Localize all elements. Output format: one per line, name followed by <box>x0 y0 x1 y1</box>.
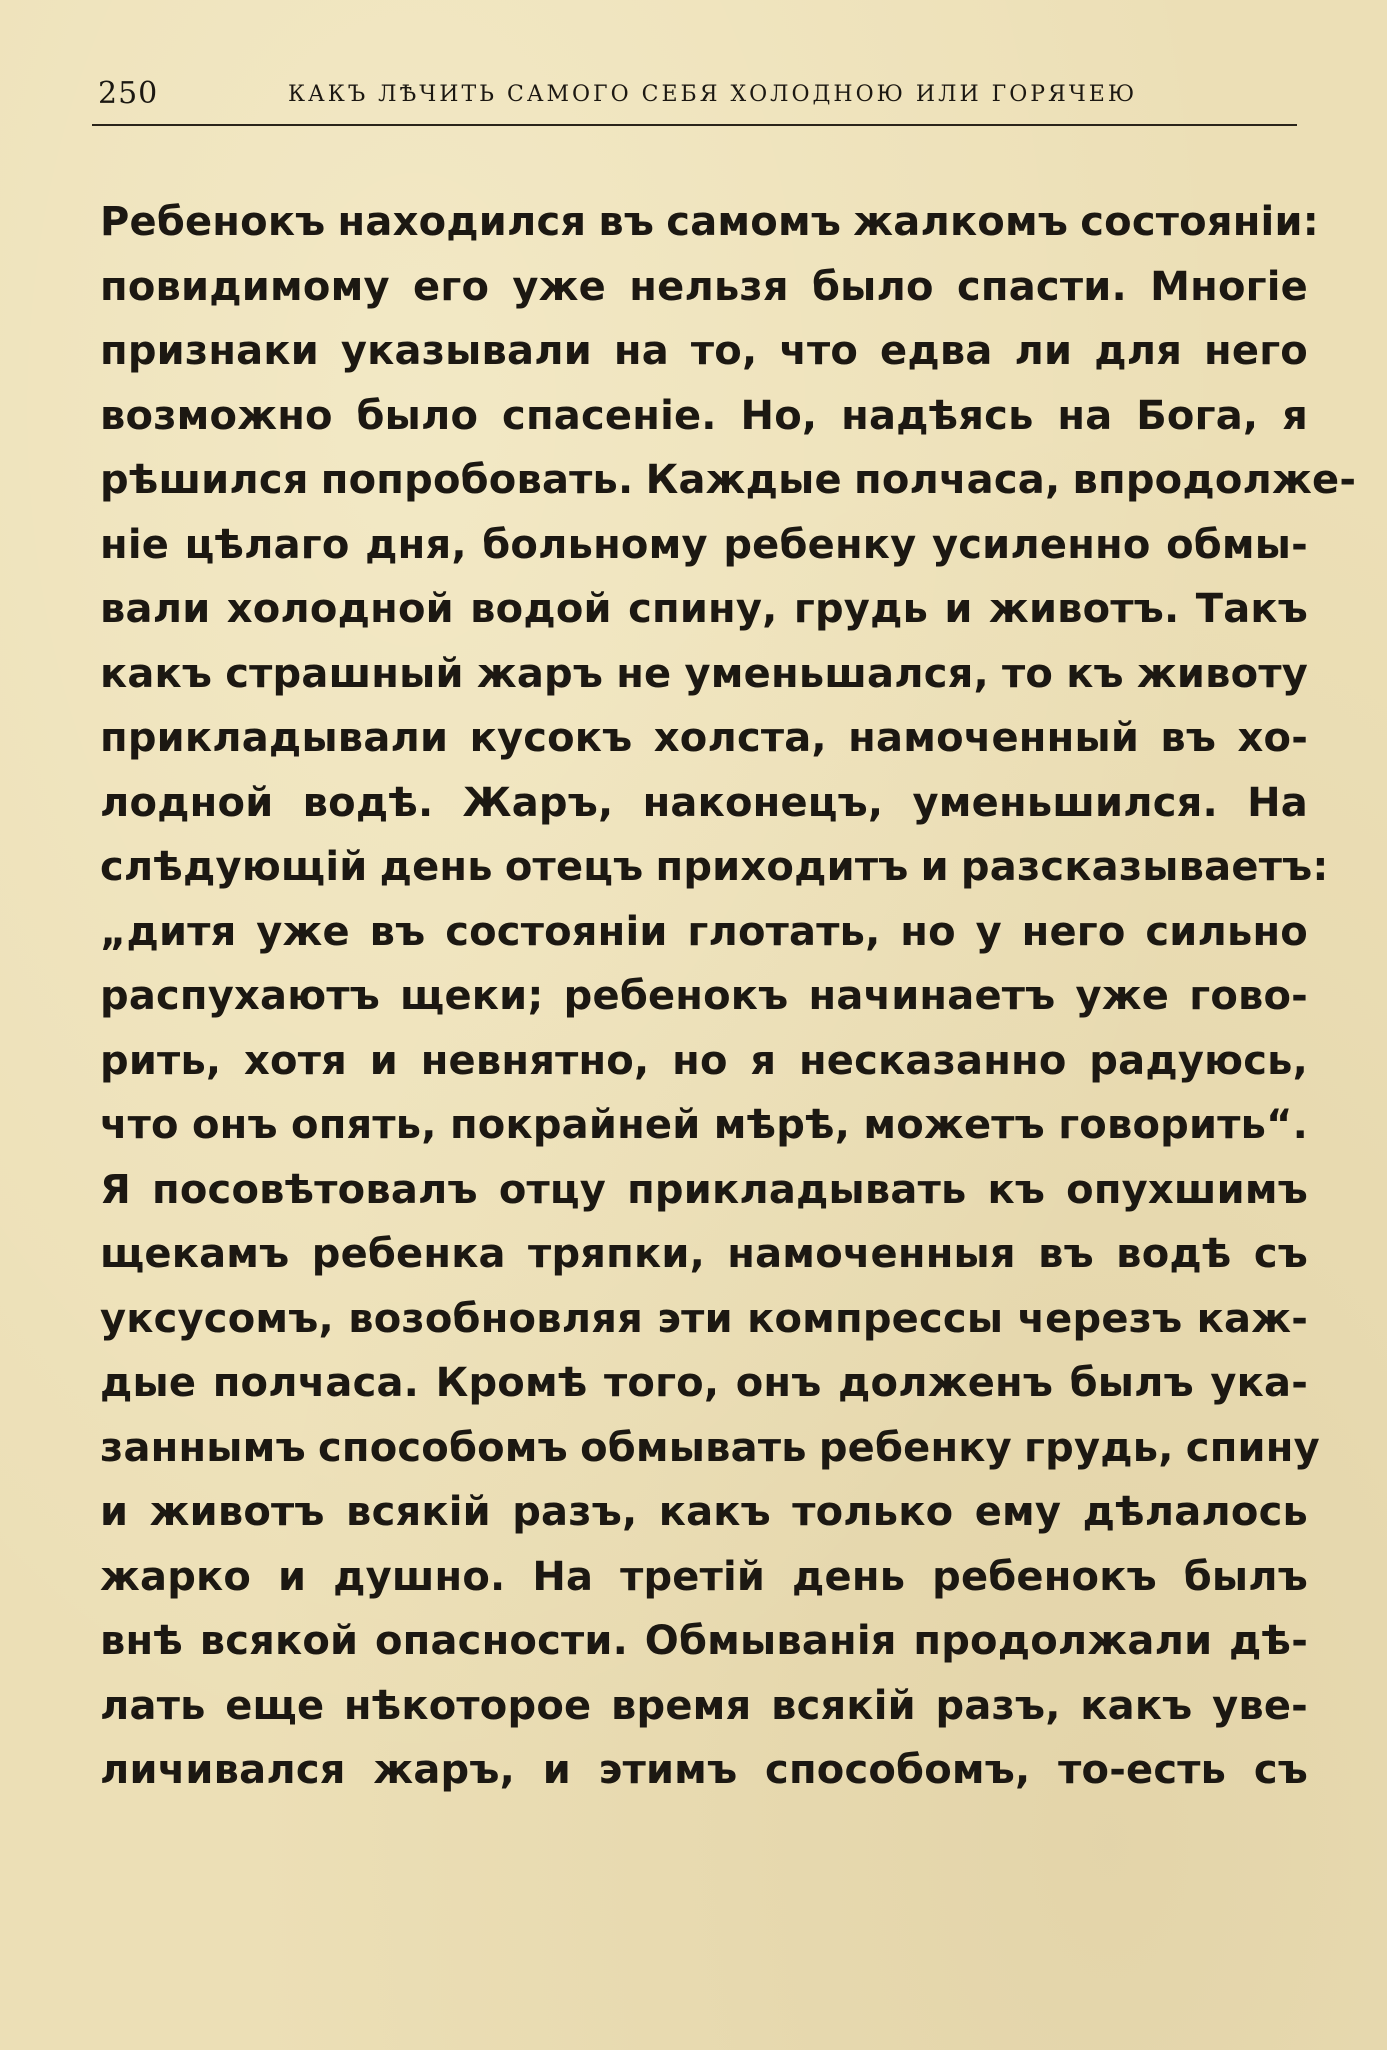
text-line: и животъ всякій разъ, какъ только ему дѣлалось <box>100 1489 1308 1535</box>
text-line: какъ страшный жаръ не уменьшался, то къ животу <box>100 650 1308 697</box>
text-line: щекамъ ребенка тряпки, намоченныя въ водѣ съ <box>100 1231 1308 1277</box>
text-line: лать еще нѣкоторое время всякій разъ, какъ уве- <box>100 1682 1308 1729</box>
text-line: лодной водѣ. Жаръ, наконецъ, уменьшился. На <box>100 779 1308 826</box>
text-line: слѣдующій день отецъ приходитъ и разсказываетъ: <box>100 844 1329 890</box>
header-rule <box>92 124 1297 126</box>
page-header <box>98 74 1298 114</box>
text-line: дые полчаса. Кромѣ того, онъ долженъ былъ ука- <box>100 1360 1308 1406</box>
text-line: заннымъ способомъ обмывать ребенку грудь, спину <box>100 1424 1320 1471</box>
text-line: прикладывали кусокъ холста, намоченный въ хо- <box>100 715 1308 761</box>
text-line: вали холодной водой спину, грудь и животъ. Такъ <box>100 586 1308 632</box>
text-line: рить, хотя и невнятно, но я несказанно радуюсь, <box>100 1037 1308 1084</box>
running-title: КАКЪ ЛѢЧИТЬ САМОГО СЕБЯ ХОЛОДНОЮ ИЛИ ГОРЯЧЕЮ <box>288 82 1138 107</box>
text-line: повидимому его уже нельзя было спасти. Многіе <box>100 263 1308 310</box>
text-line: признаки указывали на то, что едва ли для него <box>100 328 1308 374</box>
text-line: „дитя уже въ состояніи глотать, но у него сильно <box>100 908 1308 955</box>
text-line: Ребенокъ находился въ самомъ жалкомъ состояніи: <box>100 199 1319 245</box>
text-line: жарко и душно. На третій день ребенокъ былъ <box>100 1553 1308 1600</box>
text-line: возможно было спасеніе. Но, надѣясь на Бога, я <box>100 392 1308 439</box>
text-line: уксусомъ, возобновляя эти компрессы черезъ каж- <box>100 1295 1308 1342</box>
page-number: 250 <box>98 76 159 111</box>
text-line: распухаютъ щеки; ребенокъ начинаетъ уже гово- <box>100 973 1308 1019</box>
text-line: ніе цѣлаго дня, больному ребенку усиленно обмы- <box>100 521 1308 568</box>
text-line: внѣ всякой опасности. Обмыванія продолжали дѣ- <box>100 1618 1308 1664</box>
text-line: личивался жаръ, и этимъ способомъ, то-есть съ <box>100 1747 1308 1793</box>
text-line: что онъ опять, покрайней мѣрѣ, можетъ говорить“. <box>100 1102 1308 1148</box>
text-line: рѣшился попробовать. Каждые полчаса, впродолже- <box>100 457 1357 503</box>
body-text <box>100 190 1357 1803</box>
text-line: Я посовѣтовалъ отцу прикладывать къ опухшимъ <box>100 1166 1308 1213</box>
